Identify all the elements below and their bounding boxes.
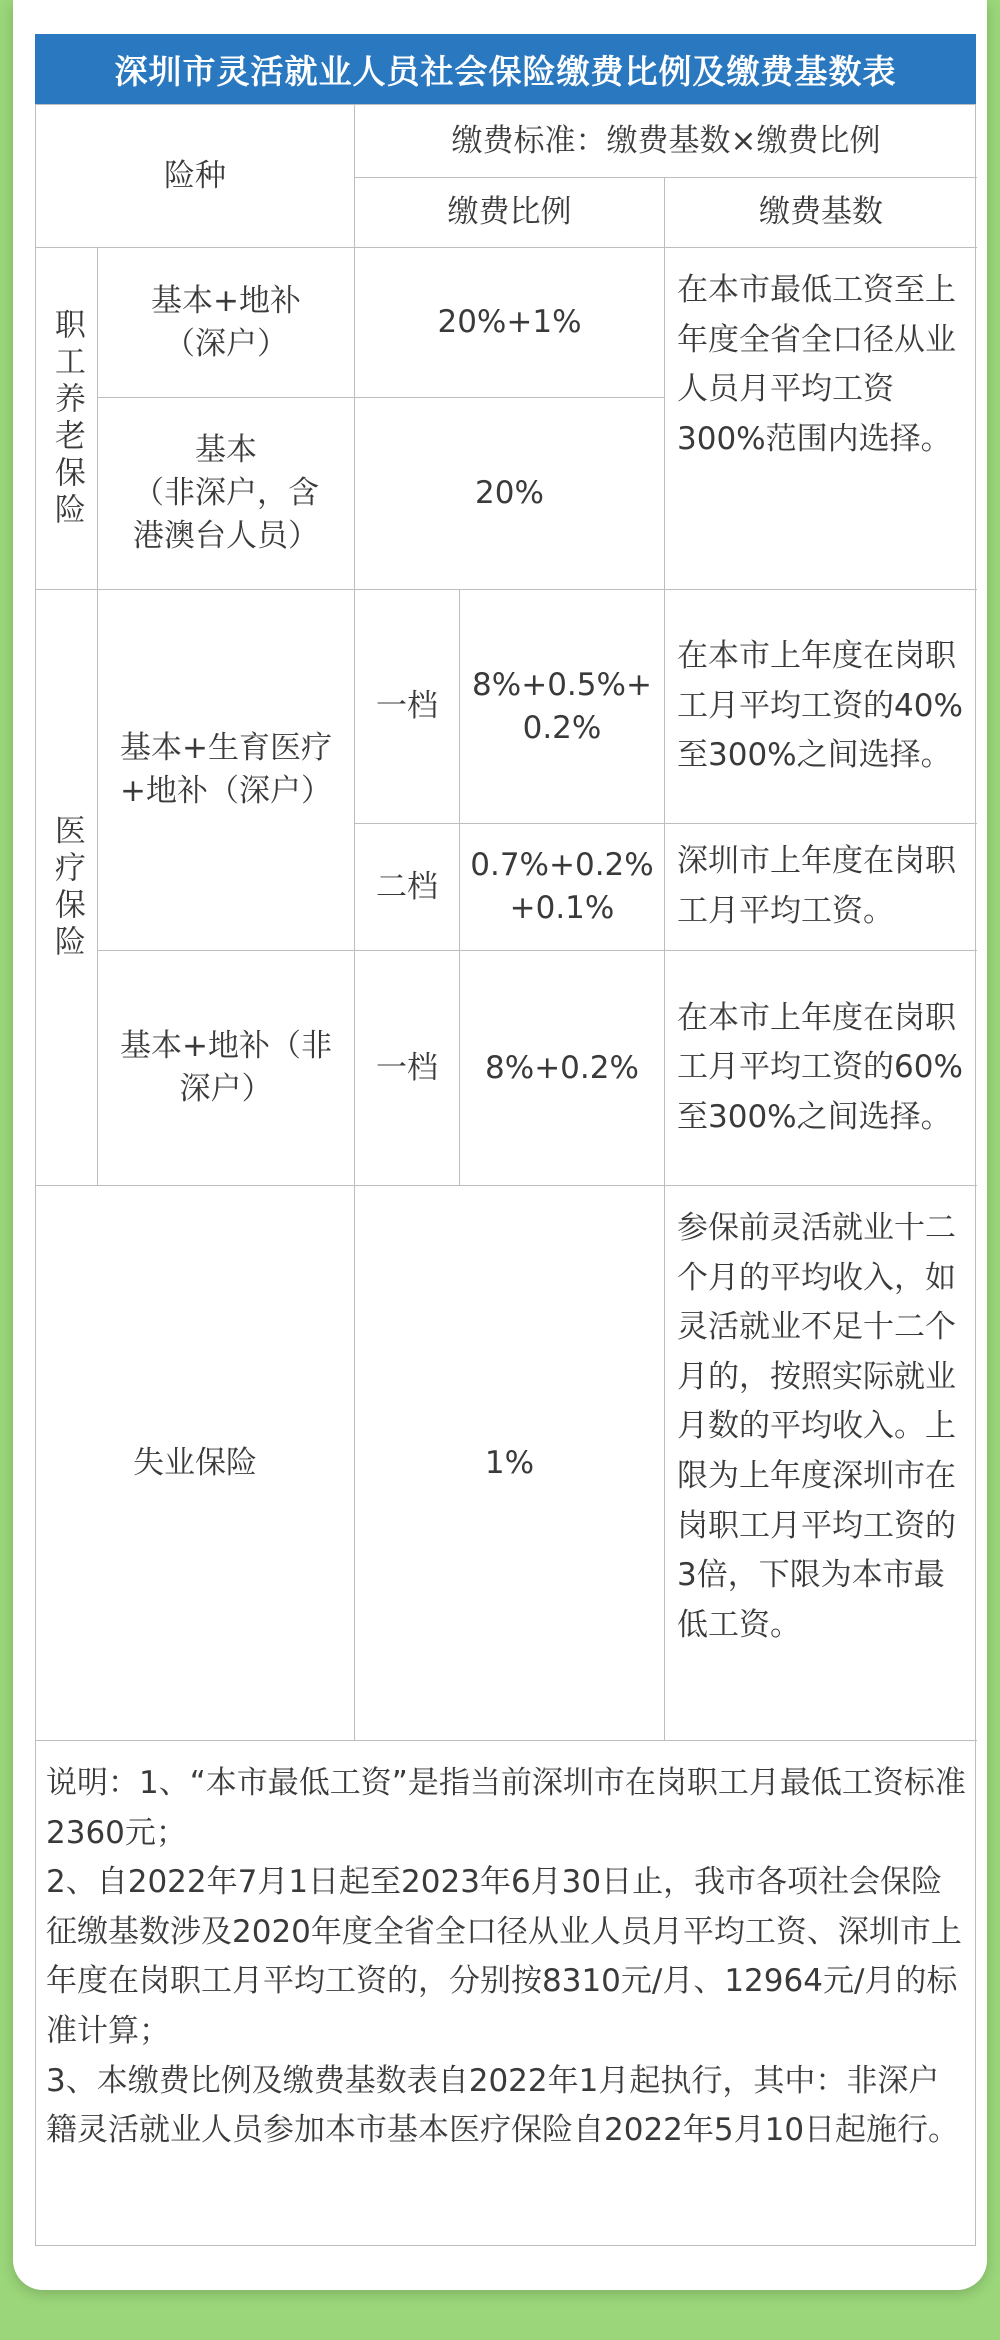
- header-ratio: 缴费比例: [355, 178, 665, 248]
- notes-section: [36, 1741, 977, 2247]
- medical-group2-ratio: 8%+0.2%: [460, 951, 665, 1186]
- pension-row2-type: 基本 （非深户，含 港澳台人员）: [98, 398, 355, 590]
- medical-group2-base: 在本市上年度在岗职工月平均工资的60%至300%之间选择。: [665, 951, 977, 1186]
- unemployment-ratio: 1%: [355, 1186, 665, 1741]
- medical-tier2-label: 二档: [355, 824, 460, 951]
- medical-tier1-label: 一档: [355, 590, 460, 824]
- medical-tier1-base: 在本市上年度在岗职工月平均工资的40%至300%之间选择。: [665, 590, 977, 824]
- medical-tier1-ratio: 8%+0.5%+ 0.2%: [460, 590, 665, 824]
- pension-base: 在本市最低工资至上年度全省全口径从业人员月平均工资300%范围内选择。: [665, 248, 977, 590]
- header-base: 缴费基数: [665, 178, 977, 248]
- pension-row1-ratio: 20%+1%: [355, 248, 665, 398]
- medical-tier2-base: 深圳市上年度在岗职工月平均工资。: [665, 824, 977, 951]
- header-insurance-type: 险种: [36, 105, 355, 248]
- pension-row1-type: 基本+地补 （深户）: [98, 248, 355, 398]
- medical-group2-tier-label: 一档: [355, 951, 460, 1186]
- insurance-table: [35, 104, 976, 2246]
- unemployment-base: 参保前灵活就业十二个月的平均收入，如灵活就业不足十二个月的，按照实际就业月数的平均收入。上限为上年度深圳市在岗职工月平均工资的3倍，下限为本市最低工资。: [665, 1186, 977, 1741]
- header-standard: 缴费标准：缴费基数×缴费比例: [355, 105, 977, 178]
- table-title: [35, 34, 976, 104]
- note-2: 2、自2022年7月1日起至2023年6月30日止，我市各项社会保险征缴基数涉及2020年度全省全口径从业人员月平均工资、深圳市上年度在岗职工月平均工资的，分别按8310元/月、12964元/月的标准计算；: [46, 1864, 962, 2049]
- table-title-text: 深圳市灵活就业人员社会保险缴费比例及缴费基数表: [114, 51, 897, 91]
- unemployment-label: 失业保险: [36, 1186, 355, 1741]
- medical-group2-type: 基本+地补（非 深户）: [98, 951, 355, 1186]
- note-1: 说明：1、“本市最低工资”是指当前深圳市在岗职工月最低工资标准2360元；: [46, 1765, 966, 1851]
- medical-group1-type: 基本+生育医疗 +地补（深户）: [98, 590, 355, 951]
- medical-label: 医疗保险: [36, 590, 98, 1186]
- medical-tier2-ratio: 0.7%+0.2% +0.1%: [460, 824, 665, 951]
- pension-row2-ratio: 20%: [355, 398, 665, 590]
- pension-label: 职工养老保险: [36, 248, 98, 590]
- note-3: 3、本缴费比例及缴费基数表自2022年1月起执行，其中：非深户籍灵活就业人员参加本市基本医疗保险自2022年5月10日起施行。: [46, 2062, 960, 2149]
